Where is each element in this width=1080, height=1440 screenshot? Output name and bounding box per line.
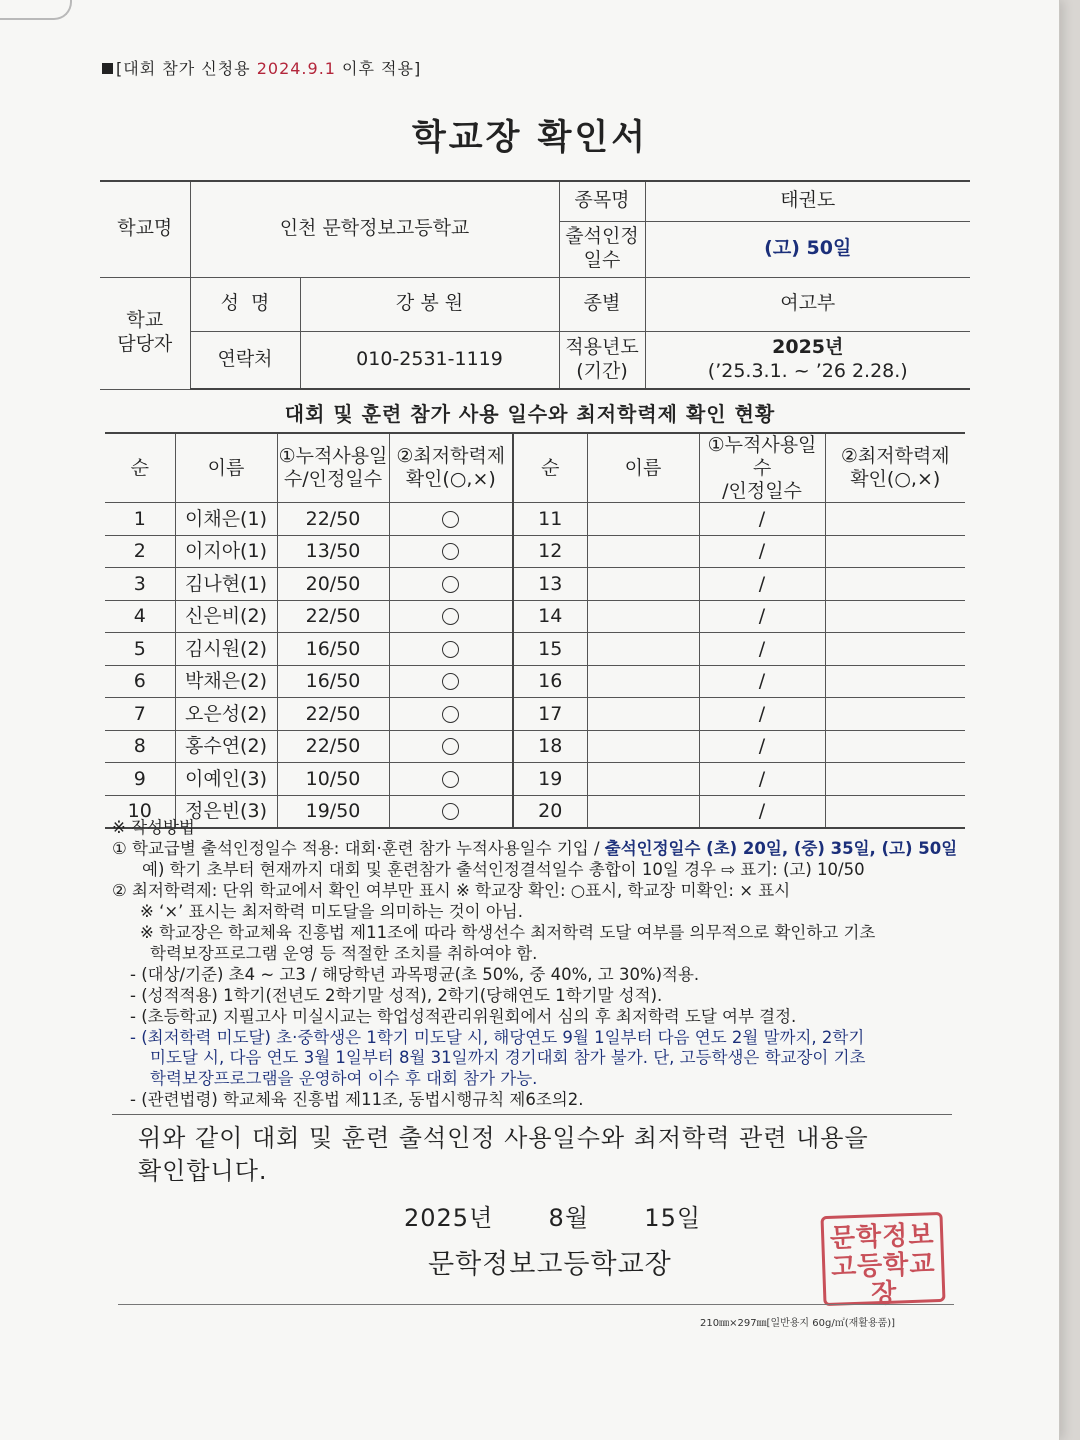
row-days: 22/50 [277, 503, 389, 536]
note-8-cont: 미도달 시, 다음 연도 3월 1일부터 8월 31일까지 경기대회 참가 불가. 단, 고등학생은 학교장이 기초 [150, 1048, 866, 1068]
row-days: 13/50 [277, 535, 389, 568]
top-note-date: 2024.9.1 [256, 59, 336, 78]
row-no: 4 [105, 600, 175, 633]
note-2: ② 최저학력제: 단위 학교에서 확인 여부만 표시 ※ 학교장 확인: ○표시, 학교장 미확인: × 표시 [112, 880, 791, 900]
page-title: 학교장 확인서 [411, 118, 649, 158]
division-value: 여고부 [645, 277, 970, 331]
check-circle-icon [442, 543, 459, 560]
row-name-right [587, 600, 699, 633]
roster-table [105, 432, 965, 829]
contact-label: 연락처 [190, 331, 300, 389]
header-check-right: ②최저학력제 확인(○,×) [825, 433, 965, 503]
row-name-right [587, 698, 699, 731]
check-circle-icon [442, 608, 459, 625]
row-name: 정은빈(3) [175, 795, 277, 828]
header-days: ①누적사용일 수/인정일수 [277, 433, 389, 503]
row-days-right: / [699, 698, 825, 731]
row-check-right [825, 763, 965, 796]
roster-subtitle: 대회 및 훈련 참가 사용 일수와 최저학력제 확인 현황 [284, 402, 776, 426]
check-circle-icon [442, 738, 459, 755]
note-8-cont2: 학력보장프로그램을 운영하여 이수 후 대회 참가 가능. [150, 1069, 538, 1089]
row-name: 홍수연(2) [175, 730, 277, 763]
row-check [389, 600, 513, 633]
table-row [105, 600, 965, 633]
note-8: - (최저학력 미도달) 초·중학생은 1학기 미도달 시, 해당연도 9월 1일부터 다음 연도 2월 말까지, 2학기 [130, 1027, 865, 1047]
row-no: 3 [105, 568, 175, 601]
row-days-right: / [699, 568, 825, 601]
check-circle-icon [442, 673, 459, 690]
row-name: 박채은(2) [175, 665, 277, 698]
row-name-right [587, 730, 699, 763]
note-6: - (성적적용) 1학기(전년도 2학기말 성적), 2학기(당해연도 1학기말 성적). [130, 985, 663, 1005]
check-circle-icon [442, 641, 459, 658]
roster-body [105, 503, 965, 828]
issue-date [404, 1198, 701, 1233]
row-no-right: 17 [513, 698, 587, 731]
row-days-right: / [699, 600, 825, 633]
note-1: ① 학교급별 출석인정일수 적용: 대회·훈련 참가 누적사용일수 기입 / 출석인정일수 (초) 20일, (중) 35일, (고) 50일 [112, 838, 958, 858]
note-4-cont: 학력보장프로그램 운영 등 적절한 조치를 취하여야 함. [150, 943, 538, 963]
date-month: 8월 [548, 1204, 590, 1232]
year-cell [645, 331, 970, 389]
row-days: 22/50 [277, 730, 389, 763]
school-label: 학교명 [100, 181, 190, 277]
row-name-right [587, 633, 699, 666]
row-check-right [825, 698, 965, 731]
row-check-right [825, 633, 965, 666]
attendance-value: (고) 50일 [645, 221, 970, 277]
row-name: 김시원(2) [175, 633, 277, 666]
date-day: 15일 [644, 1204, 702, 1232]
bottom-divider [118, 1304, 954, 1305]
table-row [105, 698, 965, 731]
row-check-right [825, 730, 965, 763]
row-no-right: 14 [513, 600, 587, 633]
row-days: 22/50 [277, 600, 389, 633]
row-name: 오은성(2) [175, 698, 277, 731]
row-check [389, 535, 513, 568]
row-no: 7 [105, 698, 175, 731]
attendance-label: 출석인정 일수 [559, 221, 645, 277]
confirm-statement: 위와 같이 대회 및 훈련 출석인정 사용일수와 최저학력 관련 내용을 확인합니다. [138, 1124, 869, 1186]
row-no-right: 16 [513, 665, 587, 698]
row-days: 22/50 [277, 698, 389, 731]
row-name: 이지아(1) [175, 535, 277, 568]
row-no-right: 18 [513, 730, 587, 763]
row-no-right: 12 [513, 535, 587, 568]
row-no: 10 [105, 795, 175, 828]
row-name: 이채은(1) [175, 503, 277, 536]
check-circle-icon [442, 706, 459, 723]
row-days: 10/50 [277, 763, 389, 796]
row-no: 8 [105, 730, 175, 763]
row-check [389, 763, 513, 796]
row-check [389, 665, 513, 698]
row-days-right: / [699, 535, 825, 568]
manager-label: 학교 담당자 [100, 277, 190, 389]
row-no-right: 11 [513, 503, 587, 536]
division-label: 종별 [559, 277, 645, 331]
paper-clip [0, 0, 72, 20]
header-no-right: 순 [513, 433, 587, 503]
table-row [105, 535, 965, 568]
table-row [105, 763, 965, 796]
row-check-right [825, 600, 965, 633]
row-days: 20/50 [277, 568, 389, 601]
year-value: 2025년 [772, 336, 844, 358]
top-note: [대회 참가 신청용 2024.9.1 이후 적용] [102, 56, 421, 79]
row-name-right [587, 535, 699, 568]
row-check [389, 730, 513, 763]
header-no: 순 [105, 433, 175, 503]
row-no: 9 [105, 763, 175, 796]
notes-section [112, 818, 962, 1111]
header-check: ②최저학력제 확인(○,×) [389, 433, 513, 503]
check-circle-icon [442, 576, 459, 593]
row-days: 16/50 [277, 665, 389, 698]
sport-value: 태권도 [645, 181, 970, 221]
note-7: - (초등학교) 지필고사 미실시교는 학업성적관리위원회에서 심의 후 최저학력 도달 여부 결정. [130, 1006, 797, 1026]
header-days-right: ①누적사용일수 /인정일수 [699, 433, 825, 503]
row-check-right [825, 568, 965, 601]
row-days-right: / [699, 763, 825, 796]
row-no-right: 15 [513, 633, 587, 666]
table-row [105, 503, 965, 536]
note-9: - (관련법령) 학교체육 진흥법 제11조, 동법시행규칙 제6조의2. [130, 1090, 584, 1110]
date-year: 2025년 [404, 1204, 494, 1232]
row-no: 5 [105, 633, 175, 666]
row-check [389, 568, 513, 601]
table-row [105, 665, 965, 698]
row-days-right: / [699, 730, 825, 763]
row-name-right [587, 763, 699, 796]
row-no: 1 [105, 503, 175, 536]
row-no: 2 [105, 535, 175, 568]
row-check-right [825, 665, 965, 698]
row-no-right: 20 [513, 795, 587, 828]
row-name-right [587, 665, 699, 698]
row-no-right: 13 [513, 568, 587, 601]
row-days-right: / [699, 633, 825, 666]
check-circle-icon [442, 511, 459, 528]
table-row [105, 730, 965, 763]
official-seal-icon: 문학정보 고등학교장 [820, 1212, 945, 1306]
name-label: 성 명 [190, 277, 300, 331]
row-check [389, 698, 513, 731]
row-name: 김나현(1) [175, 568, 277, 601]
row-no: 6 [105, 665, 175, 698]
year-period: (’25.3.1. ~ ’26 2.28.) [707, 359, 908, 382]
note-4: ※ 학교장은 학교체육 진흥법 제11조에 따라 학생선수 최저학력 도달 여부를 의무적으로 확인하고 기초 [140, 922, 876, 942]
row-check [389, 633, 513, 666]
note-1-example: 예) 학기 초부터 현재까지 대회 및 훈련참가 출석인정결석일수 총합이 10일 경우 ⇨ 표기: (고) 10/50 [142, 859, 865, 879]
row-days-right: / [699, 795, 825, 828]
note-5: - (대상/기준) 초4 ~ 고3 / 해당학년 과목평균(초 50%, 중 40%, 고 30%)적용. [130, 964, 700, 984]
row-name: 신은비(2) [175, 600, 277, 633]
divider [112, 1114, 952, 1115]
table-row [105, 633, 965, 666]
paper-spec: 210㎜×297㎜[일반용지 60g/㎡(재활용품)] [700, 1318, 896, 1329]
check-circle-icon [442, 771, 459, 788]
name-value: 강 봉 원 [300, 277, 559, 331]
info-table [100, 180, 970, 390]
row-days: 16/50 [277, 633, 389, 666]
row-check [389, 503, 513, 536]
row-check-right [825, 503, 965, 536]
table-row [105, 568, 965, 601]
sport-label: 종목명 [559, 181, 645, 221]
contact-value: 010-2531-1119 [300, 331, 559, 389]
school-value: 인천 문학정보고등학교 [190, 181, 559, 277]
row-name-right [587, 568, 699, 601]
row-days: 19/50 [277, 795, 389, 828]
header-name: 이름 [175, 433, 277, 503]
note-3: ※ ‘×’ 표시는 최저학력 미도달을 의미하는 것이 아님. [140, 901, 523, 921]
square-bullet-icon [102, 63, 113, 74]
principal-signature: 문학정보고등학교장 [428, 1249, 672, 1280]
row-days-right: / [699, 503, 825, 536]
header-name-right: 이름 [587, 433, 699, 503]
row-check-right [825, 535, 965, 568]
row-no-right: 19 [513, 763, 587, 796]
row-name-right [587, 503, 699, 536]
notes-heading: ※ 작성방법 [112, 818, 195, 837]
row-name: 이예인(3) [175, 763, 277, 796]
year-label: 적용년도 (기간) [559, 331, 645, 389]
row-days-right: / [699, 665, 825, 698]
